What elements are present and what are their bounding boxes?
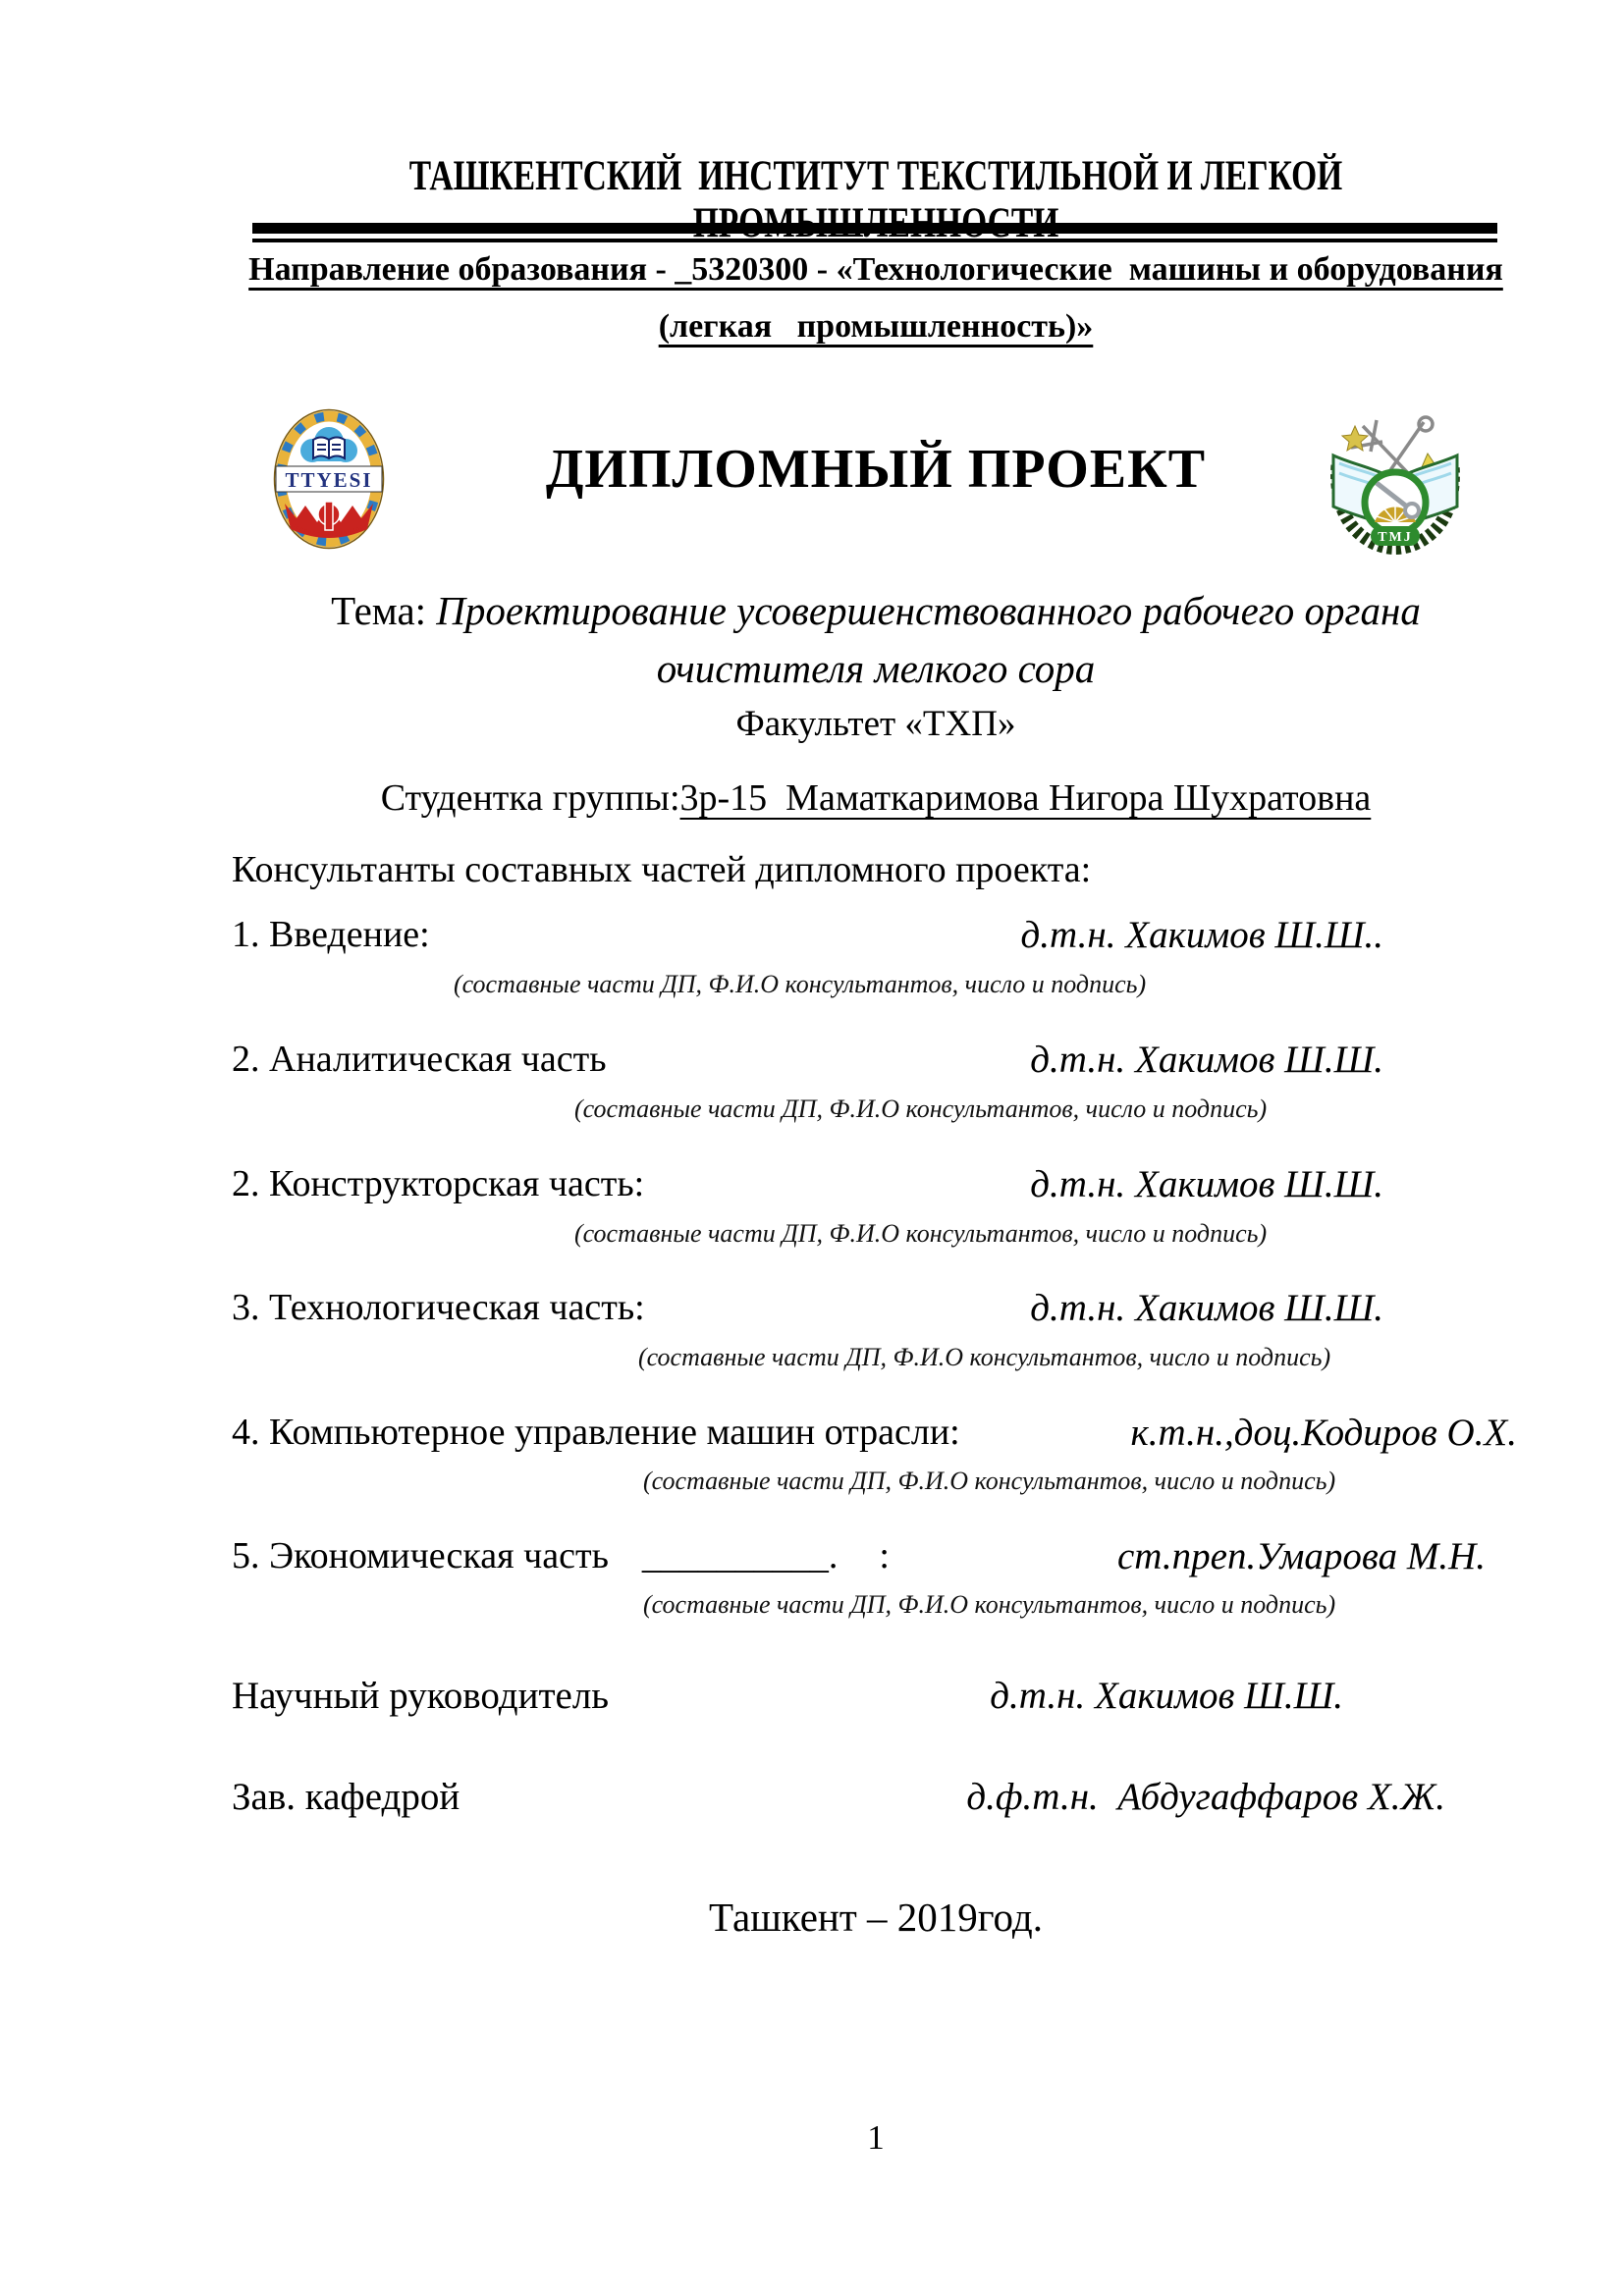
topic-line-2: очистителя мелкого сора	[656, 646, 1096, 691]
student-name: 3р-15 Маматкаримова Нигора Шухратовна	[679, 777, 1372, 819]
consultant-caption: (составные части ДП, Ф.И.О консультантов, число и подпись)	[574, 1219, 1268, 1248]
row-computer-control-consultant: к.т.н.,доц.Кодиров О.Х.	[1130, 1412, 1517, 1454]
topic-line-1	[232, 589, 1520, 634]
row-introduction-consultant: д.т.н. Хакимов Ш.Ш..	[1020, 914, 1383, 956]
document-title: ДИПЛОМНЫЙ ПРОЕКТ	[545, 439, 1207, 500]
row-economics-consultant: ст.преп.Умарова М.Н.	[1116, 1535, 1486, 1577]
row-design-consultant: д.т.н. Хакимов Ш.Ш.	[1030, 1163, 1383, 1205]
supervisor-label: Научный руководитель	[232, 1675, 610, 1717]
row-computer-control-label: 4. Компьютерное управление машин отрасли:	[232, 1412, 960, 1453]
department-head-name: д.ф.т.н. Абдугаффаров Х.Ж.	[966, 1776, 1445, 1818]
consultant-caption: (составные части ДП, Ф.И.О консультантов, число и подпись)	[574, 1095, 1268, 1123]
consultant-caption: (составные части ДП, Ф.И.О консультантов, число и подпись)	[454, 970, 1147, 998]
tmj-logo-text: TMJ	[1378, 530, 1413, 545]
consultant-caption: (составные части ДП, Ф.И.О консультантов, число и подпись)	[643, 1590, 1336, 1619]
row-technological-label: 3. Технологическая часть:	[232, 1287, 645, 1328]
direction-line-1: Направление образования - _5320300 - «Технологические машины и оборудования	[248, 251, 1503, 288]
ttyesi-logo-text: TTYESI	[285, 468, 373, 492]
department-head-label: Зав. кафедрой	[232, 1776, 460, 1818]
page-number: 1	[867, 2118, 885, 2157]
city-year-line: Ташкент – 2019год.	[709, 1895, 1043, 1940]
row-technological-consultant: д.т.н. Хакимов Ш.Ш.	[1030, 1287, 1383, 1329]
consultant-caption: (составные части ДП, Ф.И.О консультантов, число и подпись)	[643, 1467, 1336, 1495]
row-design-label: 2. Конструкторская часть:	[232, 1163, 645, 1204]
student-line	[232, 777, 1520, 820]
blank-line: __________	[641, 1535, 829, 1576]
faculty-line: Факультет «ТХП»	[735, 704, 1016, 744]
double-rule	[252, 223, 1497, 242]
row-analytical-label: 2. Аналитическая часть	[232, 1039, 607, 1080]
consultants-heading: Консультанты составных частей дипломного проекта:	[232, 849, 1092, 890]
row-analytical-consultant: д.т.н. Хакимов Ш.Ш.	[1030, 1039, 1383, 1081]
topic-label: Тема:	[331, 588, 437, 633]
row-introduction-label: 1. Введение:	[232, 914, 430, 955]
supervisor-name: д.т.н. Хакимов Ш.Ш.	[990, 1675, 1343, 1717]
institute-name: ТАШКЕНТСКИЙ ИНСТИТУТ ТЕКСТИЛЬНОЙ И ЛЕГКОЙ ПРОМЫШЛЕННОСТИ	[408, 153, 1351, 247]
row-economics-label: 5. Экономическая часть __________. :	[232, 1535, 890, 1576]
student-label: Студентка группы:	[380, 777, 680, 819]
consultant-caption: (составные части ДП, Ф.И.О консультантов, число и подпись)	[638, 1343, 1331, 1371]
direction-line-2: (легкая промышленность)»	[658, 308, 1094, 345]
topic-text-1: Проектирование усовершенствованного рабочего органа	[436, 588, 1421, 633]
